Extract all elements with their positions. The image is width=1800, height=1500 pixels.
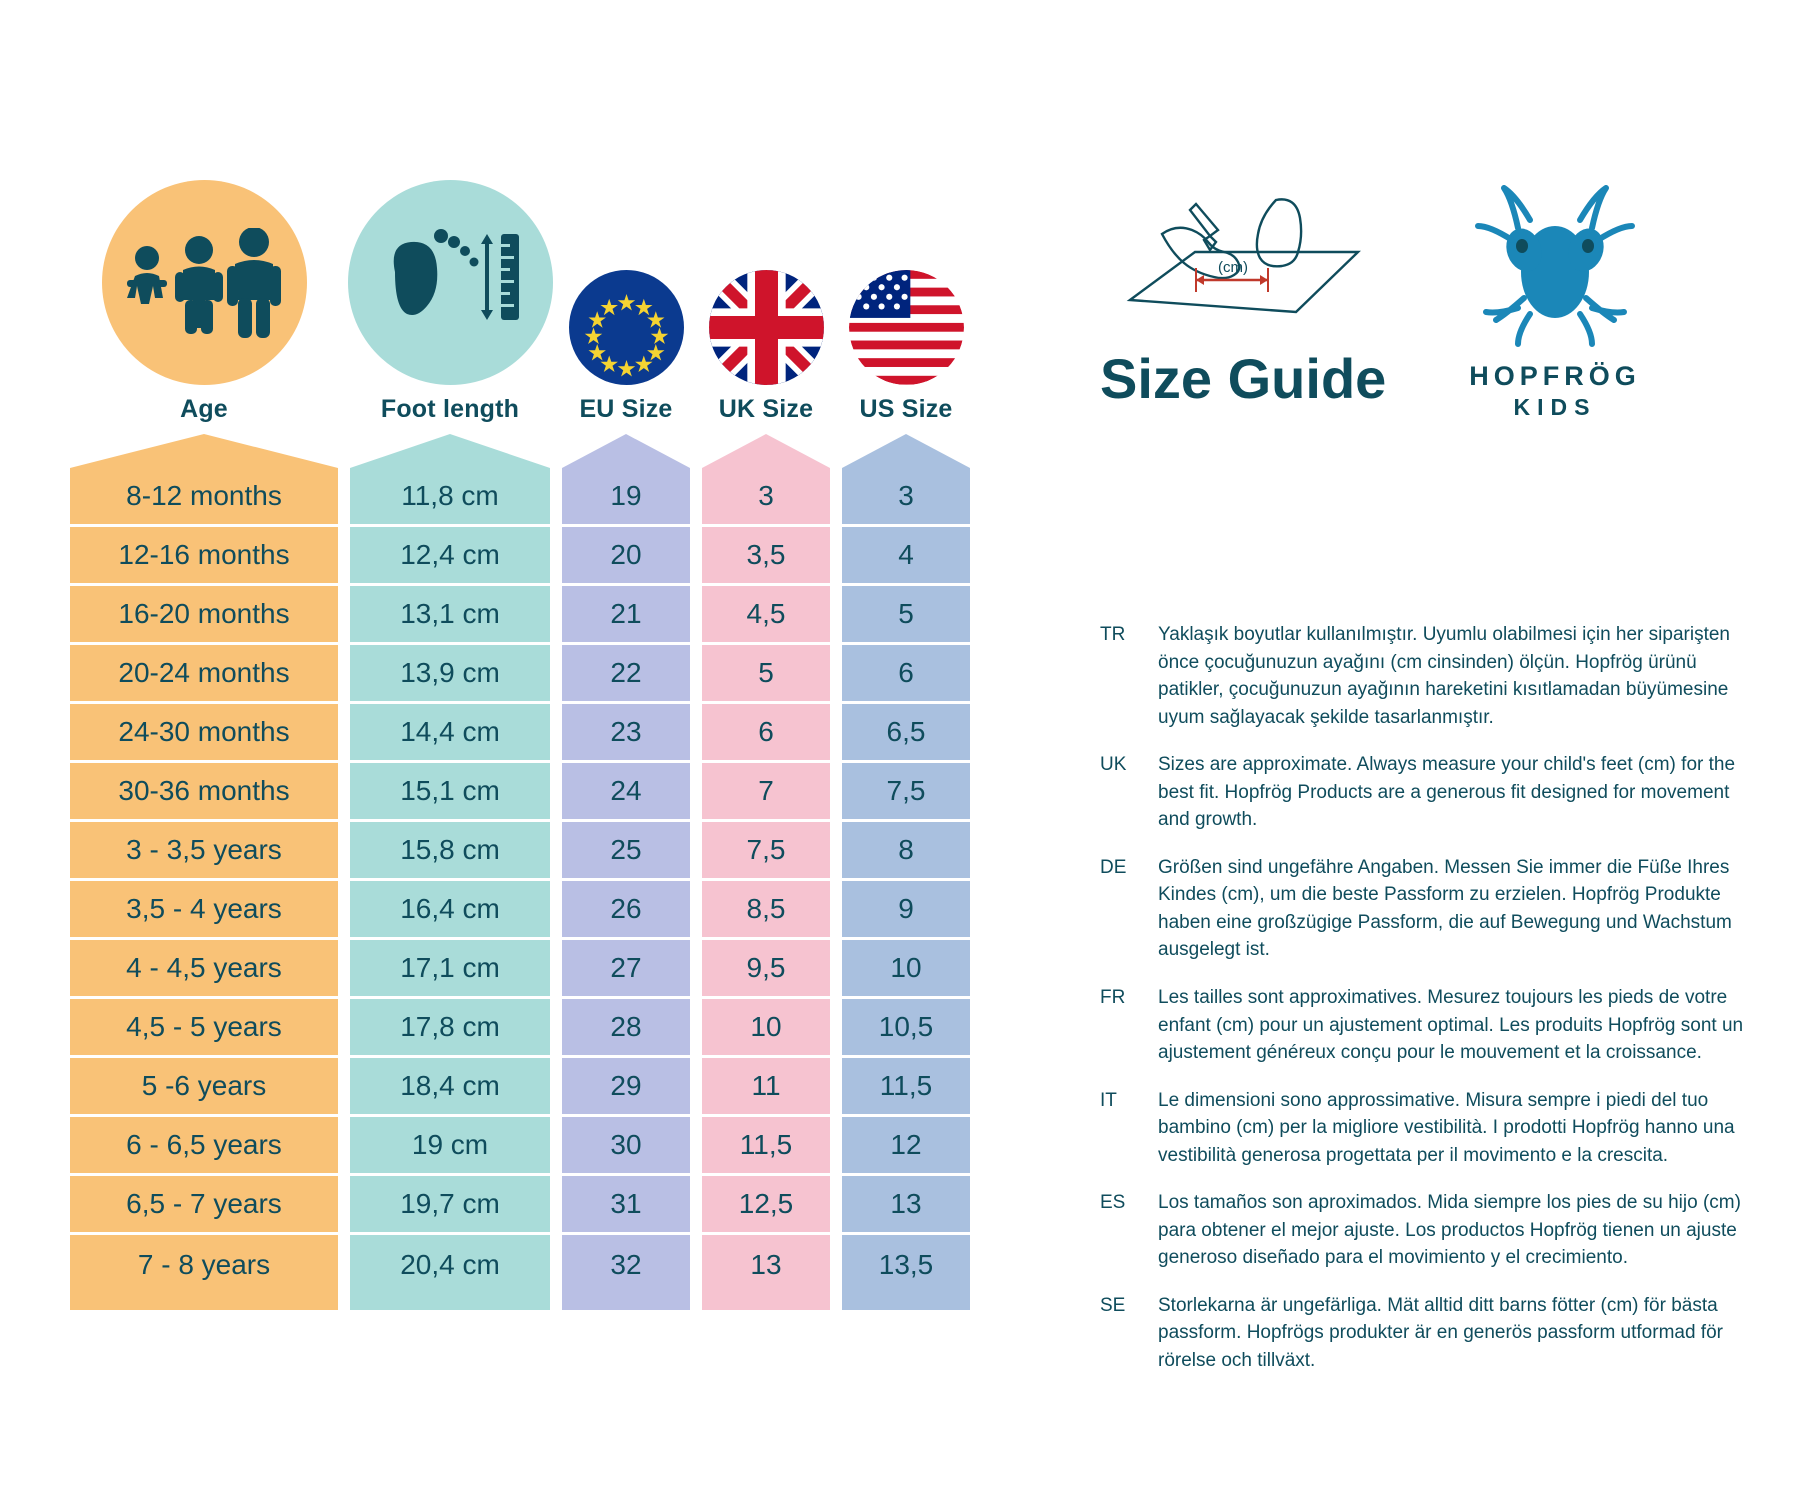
- column-header-uk-size: UK Size: [718, 395, 814, 423]
- cell-uk: 10: [702, 999, 830, 1058]
- note-text: Größen sind ungefähre Angaben. Messen Sie immer die Füße Ihres Kindes (cm), um die beste Passform zu erzielen. Hopfrög Produkte haben eine großzügige Passform, die auf Bewegung und Wachstum ausgelegt ist.: [1158, 856, 1732, 961]
- column-arrow-age: [70, 434, 338, 468]
- right-panel: [1100, 180, 1744, 1395]
- cell-uk: 13: [702, 1235, 830, 1294]
- cell-uk: 7,5: [702, 822, 830, 881]
- column-uk-size: [702, 270, 830, 1310]
- note-language-code: SE: [1100, 1294, 1126, 1316]
- size-table: [70, 180, 1000, 1310]
- cell-age: 24-30 months: [70, 704, 338, 763]
- note-item: [1100, 1189, 1760, 1272]
- cell-us: 13: [842, 1176, 970, 1235]
- cell-foot: 17,8 cm: [350, 999, 550, 1058]
- column-header-foot-length: Foot length: [380, 395, 520, 423]
- cell-uk: 6: [702, 704, 830, 763]
- note-text: Les tailles sont approximatives. Mesurez toujours les pieds de votre enfant (cm) pour un ajustement optimal. Les produits Hopfrög sont un ajustement généreux conçu pour le mouvement et la croissance.: [1158, 987, 1744, 1064]
- note-item: [1100, 854, 1760, 964]
- cell-eu: 19: [562, 468, 690, 527]
- hand-tracing-foot-icon: [1100, 180, 1390, 340]
- us-flag-icon: [849, 270, 964, 385]
- note-item: [1100, 621, 1760, 731]
- cell-age: 16-20 months: [70, 586, 338, 645]
- cell-foot: 16,4 cm: [350, 881, 550, 940]
- cell-us: 7,5: [842, 763, 970, 822]
- column-foot-uk: [702, 1294, 830, 1310]
- cells-uk: [702, 468, 830, 1294]
- column-eu-size: [562, 270, 690, 1310]
- column-foot-age: [70, 1294, 338, 1310]
- frog-icon: [1468, 180, 1643, 355]
- cell-age: 8-12 months: [70, 468, 338, 527]
- cell-us: 13,5: [842, 1235, 970, 1294]
- brand-logo: [1450, 180, 1660, 421]
- cell-us: 6: [842, 645, 970, 704]
- cell-foot: 19 cm: [350, 1117, 550, 1176]
- note-text: Le dimensioni sono approssimative. Misura sempre i piedi del tuo bambino (cm) per la migliore vestibilità. I prodotti Hopfrög hanno una vestibilità generosa progettata per il movimento e la crescita.: [1158, 1089, 1735, 1166]
- cell-age: 4 - 4,5 years: [70, 940, 338, 999]
- cell-age: 20-24 months: [70, 645, 338, 704]
- cell-foot: 13,1 cm: [350, 586, 550, 645]
- note-text: Sizes are approximate. Always measure your child's feet (cm) for the best fit. Hopfrög Products are a generous fit designed for movement and growth.: [1158, 754, 1736, 831]
- cell-uk: 5: [702, 645, 830, 704]
- cell-age: 5 -6 years: [70, 1058, 338, 1117]
- cell-us: 8: [842, 822, 970, 881]
- cell-uk: 3: [702, 468, 830, 527]
- cell-foot: 13,9 cm: [350, 645, 550, 704]
- cell-foot: 15,1 cm: [350, 763, 550, 822]
- title-block: [1100, 180, 1390, 411]
- column-foot-foot: [350, 1294, 550, 1310]
- size-table-columns: [70, 180, 1000, 1310]
- column-body-eu: [562, 434, 690, 1310]
- note-item: [1100, 751, 1760, 834]
- family-silhouettes-icon: [102, 180, 307, 385]
- cell-foot: 18,4 cm: [350, 1058, 550, 1117]
- cell-age: 7 - 8 years: [70, 1235, 338, 1294]
- cell-age: 30-36 months: [70, 763, 338, 822]
- cell-uk: 9,5: [702, 940, 830, 999]
- cell-us: 6,5: [842, 704, 970, 763]
- note-language-code: FR: [1100, 987, 1126, 1009]
- column-body-uk: [702, 434, 830, 1310]
- cell-foot: 20,4 cm: [350, 1235, 550, 1294]
- cell-uk: 3,5: [702, 527, 830, 586]
- note-language-code: UK: [1100, 754, 1127, 776]
- cell-us: 3: [842, 468, 970, 527]
- column-us-size: [842, 270, 970, 1310]
- column-age: [70, 180, 338, 1310]
- cell-foot: 17,1 cm: [350, 940, 550, 999]
- cell-age: 4,5 - 5 years: [70, 999, 338, 1058]
- column-header-us-size: US Size: [859, 395, 953, 423]
- cell-eu: 22: [562, 645, 690, 704]
- cell-age: 3,5 - 4 years: [70, 881, 338, 940]
- cell-uk: 11,5: [702, 1117, 830, 1176]
- cell-foot: 11,8 cm: [350, 468, 550, 527]
- cell-eu: 29: [562, 1058, 690, 1117]
- note-language-code: ES: [1100, 1192, 1126, 1214]
- cell-uk: 7: [702, 763, 830, 822]
- cell-us: 12: [842, 1117, 970, 1176]
- cell-us: 10: [842, 940, 970, 999]
- column-body-age: [70, 434, 338, 1310]
- footprint-ruler-icon: [348, 180, 553, 385]
- cell-age: 6,5 - 7 years: [70, 1176, 338, 1235]
- brand-subtitle: KIDS: [1513, 394, 1597, 420]
- cell-eu: 28: [562, 999, 690, 1058]
- cell-uk: 12,5: [702, 1176, 830, 1235]
- column-arrow-foot: [350, 434, 550, 468]
- cell-eu: 30: [562, 1117, 690, 1176]
- cell-eu: 24: [562, 763, 690, 822]
- cells-eu: [562, 468, 690, 1294]
- cell-age: 12-16 months: [70, 527, 338, 586]
- cell-us: 9: [842, 881, 970, 940]
- note-text: Yaklaşık boyutlar kullanılmıştır. Uyumlu olabilmesi için her siparişten önce çocuğunuzun ayağını (cm cinsinden) ölçün. Hopfrög ürünü patikler, çocuğunuzun ayağının hareketini kısıtlamadan büyümesine uyum sağlayacak şekilde tasarlanmıştır.: [1158, 624, 1730, 728]
- note-language-code: DE: [1100, 856, 1127, 878]
- column-header-eu-size: EU Size: [579, 395, 673, 423]
- cell-eu: 23: [562, 704, 690, 763]
- cell-us: 10,5: [842, 999, 970, 1058]
- note-item: [1100, 1087, 1760, 1170]
- cell-eu: 32: [562, 1235, 690, 1294]
- cell-eu: 25: [562, 822, 690, 881]
- column-arrow-us: [842, 434, 970, 468]
- cell-age: 6 - 6,5 years: [70, 1117, 338, 1176]
- measure-label: (cm): [1218, 259, 1248, 276]
- eu-flag-icon: [569, 270, 684, 385]
- cell-foot: 12,4 cm: [350, 527, 550, 586]
- column-foot-us: [842, 1294, 970, 1310]
- cells-foot: [350, 468, 550, 1294]
- note-text: Los tamaños son aproximados. Mida siempre los pies de su hijo (cm) para obtener el mejor ajuste. Los productos Hopfrög tienen un ajuste generoso diseñado para el movimiento y el crecimiento.: [1158, 1192, 1741, 1269]
- notes-list: [1100, 621, 1760, 1375]
- column-arrow-uk: [702, 434, 830, 468]
- cell-eu: 21: [562, 586, 690, 645]
- cell-foot: 14,4 cm: [350, 704, 550, 763]
- note-item: [1100, 984, 1760, 1067]
- cell-eu: 20: [562, 527, 690, 586]
- cell-uk: 8,5: [702, 881, 830, 940]
- cell-us: 11,5: [842, 1058, 970, 1117]
- cell-foot: 19,7 cm: [350, 1176, 550, 1235]
- column-body-us: [842, 434, 970, 1310]
- cell-uk: 4,5: [702, 586, 830, 645]
- column-header-age: Age: [180, 395, 228, 423]
- cell-us: 4: [842, 527, 970, 586]
- cell-eu: 26: [562, 881, 690, 940]
- column-arrow-eu: [562, 434, 690, 468]
- cell-uk: 11: [702, 1058, 830, 1117]
- right-header: [1100, 180, 1740, 421]
- note-language-code: TR: [1100, 624, 1126, 645]
- note-text: Storlekarna är ungefärliga. Mät alltid ditt barns fötter (cm) för bästa passform. Hopfrögs produkter är en generös passform utformad för rörelse och tillväxt.: [1158, 1294, 1723, 1372]
- cells-age: [70, 468, 338, 1294]
- cell-eu: 31: [562, 1176, 690, 1235]
- brand-name: HOPFRÖG: [1469, 361, 1641, 391]
- page-title: Size Guide: [1100, 347, 1387, 410]
- cell-age: 3 - 3,5 years: [70, 822, 338, 881]
- column-foot-eu: [562, 1294, 690, 1310]
- cell-foot: 15,8 cm: [350, 822, 550, 881]
- cell-us: 5: [842, 586, 970, 645]
- column-body-foot: [350, 434, 550, 1310]
- uk-flag-icon: [709, 270, 824, 385]
- column-foot-length: [350, 180, 550, 1310]
- cells-us: [842, 468, 970, 1294]
- note-item: [1100, 1292, 1760, 1375]
- cell-eu: 27: [562, 940, 690, 999]
- note-language-code: IT: [1100, 1089, 1117, 1111]
